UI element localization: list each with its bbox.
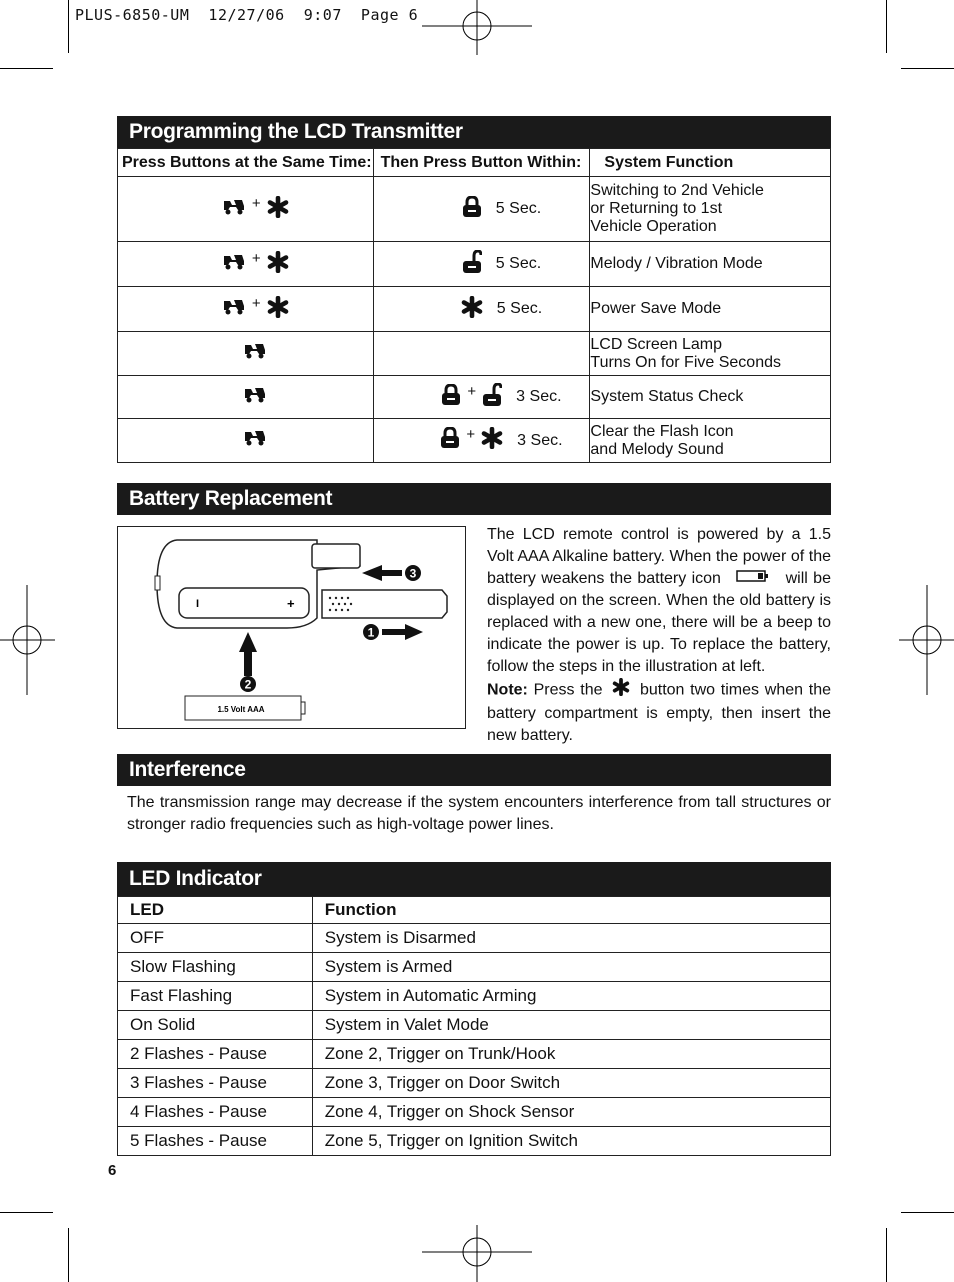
programming-row — [118, 242, 831, 287]
led-function: Zone 5, Trigger on Ignition Switch — [312, 1127, 830, 1156]
star-icon — [481, 427, 503, 454]
led-title: LED Indicator — [117, 862, 831, 896]
star-icon — [612, 678, 630, 703]
battery-label: 1.5 Volt AAA — [217, 705, 265, 714]
registration-mark-bottom — [422, 1225, 532, 1282]
then-cell — [373, 376, 590, 419]
function-line: Power Save Mode — [590, 300, 722, 317]
battery-low-icon — [736, 568, 770, 590]
function-cell — [590, 419, 831, 463]
function-cell — [590, 177, 831, 242]
plus-sign: + — [251, 294, 261, 312]
plus-sign: + — [467, 382, 477, 400]
registration-mark-left — [0, 585, 55, 695]
car-icon — [243, 386, 267, 409]
led-function: Zone 4, Trigger on Shock Sensor — [312, 1098, 830, 1127]
led-header-led: LED — [118, 897, 313, 924]
function-line: Turns On for Five Seconds — [590, 353, 781, 371]
plus-sign: + — [466, 426, 476, 443]
car-icon — [222, 253, 246, 276]
time-label: 3 Sec. — [517, 431, 563, 449]
function-line: and Melody Sound — [590, 440, 724, 458]
battery-description — [487, 524, 831, 747]
header-then: Then Press Button Within: — [373, 149, 590, 177]
programming-title: Programming the LCD Transmitter — [117, 116, 831, 148]
function-cell — [590, 242, 831, 287]
press-cell — [118, 332, 374, 376]
press-cell — [118, 376, 374, 419]
star-icon — [461, 296, 483, 323]
led-state: 4 Flashes - Pause — [118, 1098, 313, 1127]
interference-title: Interference — [117, 754, 831, 786]
time-label: 5 Sec. — [495, 200, 542, 217]
battery-para-1: The LCD remote control is powered by a 1.5 Volt AAA Alkaline battery. When the power of the battery weakens the battery icon — [487, 526, 831, 588]
step-1-label: 1 — [367, 625, 375, 640]
led-state: 5 Flashes - Pause — [118, 1127, 313, 1156]
battery-para-2: will be displayed on the screen. When the old battery is replaced with a new one, there will be a beep to indicate the power is up. To replace the battery, follow the steps in the illustration at left. — [487, 570, 831, 676]
led-function: System is Armed — [312, 953, 830, 982]
led-row — [118, 1098, 831, 1127]
registration-mark-right — [899, 585, 954, 695]
led-row — [118, 953, 831, 982]
lock-icon — [441, 384, 461, 411]
then-cell — [373, 332, 590, 376]
led-row — [118, 1040, 831, 1069]
registration-mark-top — [422, 0, 532, 55]
unlock-icon — [482, 383, 502, 412]
programming-row — [118, 376, 831, 419]
time-label: 3 Sec. — [516, 388, 562, 405]
programming-row — [118, 177, 831, 242]
led-function: System is Disarmed — [312, 924, 830, 953]
programming-row — [118, 419, 831, 463]
battery-illustration — [117, 526, 466, 729]
star-icon — [267, 296, 289, 323]
programming-row — [118, 332, 831, 376]
led-row — [118, 924, 831, 953]
battery-title: Battery Replacement — [117, 483, 831, 515]
car-icon — [243, 429, 267, 452]
led-function: System in Automatic Arming — [312, 982, 830, 1011]
unlock-icon — [462, 250, 482, 279]
led-row — [118, 1011, 831, 1040]
time-label: 5 Sec. — [496, 300, 543, 317]
car-icon — [243, 342, 267, 365]
led-row — [118, 1069, 831, 1098]
function-line: Vehicle Operation — [590, 218, 717, 235]
led-row — [118, 982, 831, 1011]
then-cell — [373, 419, 590, 463]
plus-sign: + — [251, 194, 261, 212]
plus-sign: + — [251, 249, 261, 267]
programming-table — [117, 148, 831, 463]
led-row — [118, 1127, 831, 1156]
battery-plus: + — [287, 596, 295, 611]
star-icon — [267, 196, 289, 223]
programming-header-row — [118, 149, 831, 177]
lock-icon — [462, 196, 482, 223]
then-cell — [373, 242, 590, 287]
led-function: System in Valet Mode — [312, 1011, 830, 1040]
press-cell — [118, 242, 374, 287]
function-cell — [590, 287, 831, 332]
press-cell — [118, 419, 374, 463]
then-cell — [373, 177, 590, 242]
function-line: Clear the Flash Icon — [590, 422, 734, 440]
function-line: System Status Check — [590, 388, 744, 405]
function-line: LCD Screen Lamp — [590, 335, 723, 353]
time-label: 5 Sec. — [495, 255, 542, 272]
then-cell — [373, 287, 590, 332]
note-part-2: button two times when the battery compartment is empty, then insert the new battery. — [487, 681, 831, 745]
car-icon — [222, 298, 246, 321]
led-state: Slow Flashing — [118, 953, 313, 982]
led-header-function: Function — [312, 897, 830, 924]
step-3-label: 3 — [409, 566, 417, 581]
led-function: Zone 2, Trigger on Trunk/Hook — [312, 1040, 830, 1069]
note-part-1: Press the — [533, 681, 603, 699]
battery-minus: I — [196, 598, 200, 610]
car-icon — [222, 198, 246, 221]
led-header-row — [118, 897, 831, 924]
lock-icon — [440, 427, 460, 454]
led-table — [117, 896, 831, 1156]
header-press: Press Buttons at the Same Time: — [118, 149, 374, 177]
led-state: 3 Flashes - Pause — [118, 1069, 313, 1098]
press-cell — [118, 287, 374, 332]
programming-row — [118, 287, 831, 332]
led-state: OFF — [118, 924, 313, 953]
led-state: 2 Flashes - Pause — [118, 1040, 313, 1069]
page-number: 6 — [108, 1162, 117, 1179]
note-label: Note: — [487, 681, 528, 699]
function-cell — [590, 332, 831, 376]
led-state: On Solid — [118, 1011, 313, 1040]
led-state: Fast Flashing — [118, 982, 313, 1011]
interference-text: The transmission range may decrease if the system encounters interference from tall structures or stronger radio frequencies such as high-voltage power lines. — [127, 794, 831, 833]
star-icon — [267, 251, 289, 278]
print-slug: PLUS-6850-UM 12/27/06 9:07 Page 6 — [75, 6, 419, 24]
function-line: or Returning to 1st — [590, 200, 723, 217]
function-line: Melody / Vibration Mode — [590, 255, 763, 272]
function-line: Switching to 2nd Vehicle — [590, 182, 764, 199]
function-cell — [590, 376, 831, 419]
step-2-label: 2 — [244, 677, 252, 692]
press-cell — [118, 177, 374, 242]
header-function: System Function — [590, 149, 831, 177]
led-function: Zone 3, Trigger on Door Switch — [312, 1069, 830, 1098]
